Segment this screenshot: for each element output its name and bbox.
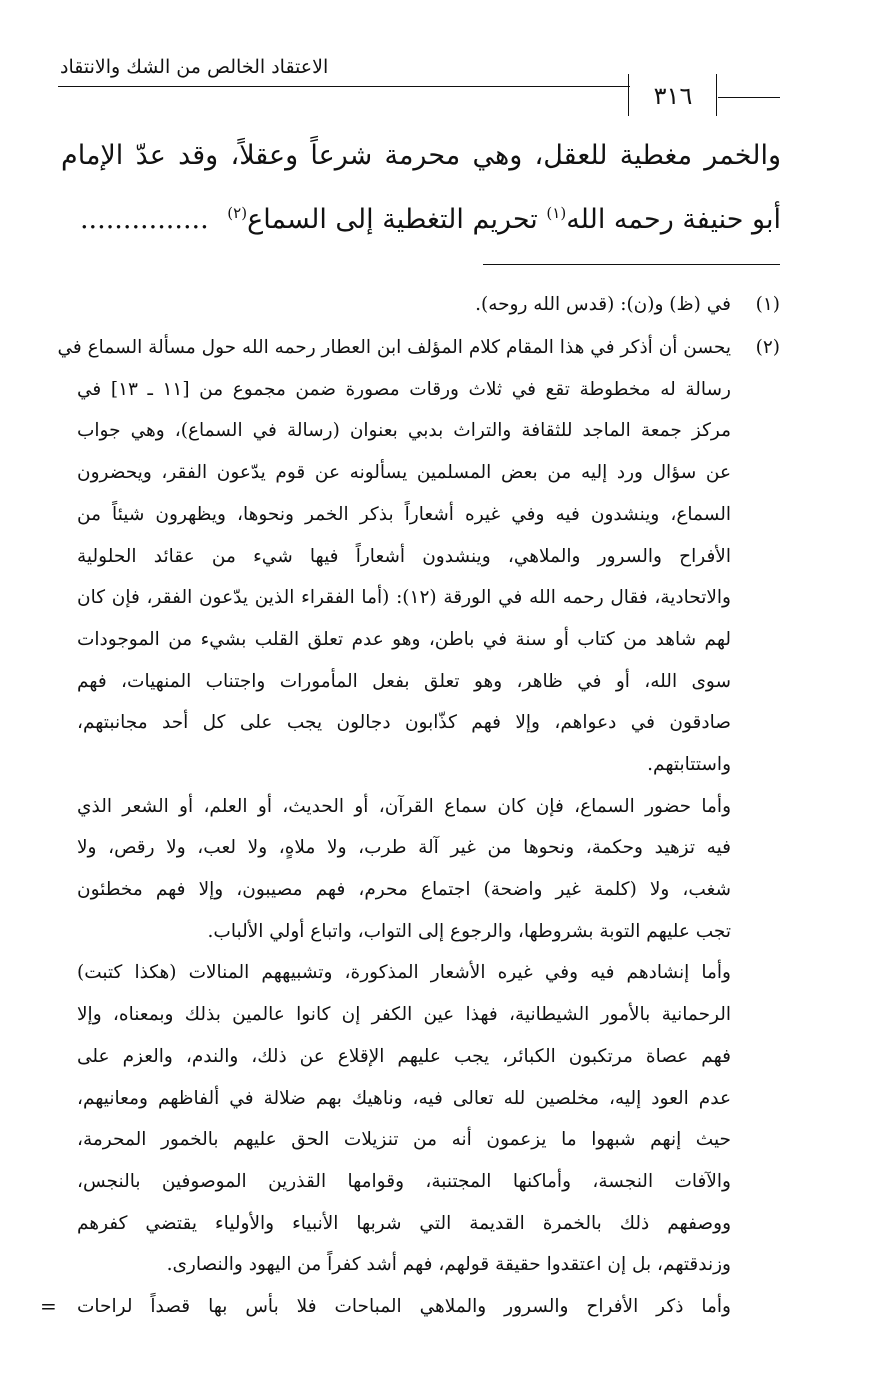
footnote-number-1: (١) bbox=[755, 294, 780, 315]
page-number: ٣١٦ bbox=[653, 82, 693, 110]
footnote-2-line: رسالة له مخطوطة تقع في ثلاث ورقات مصورة ضمن مجموع من [١١ ـ ١٣] في bbox=[77, 378, 731, 400]
footnote-2-line: السماع، وينشدون فيه وفي غيره أشعاراً بذكر الخمر ونحوها، ويظهرون شيئاً من bbox=[77, 503, 731, 525]
ellipsis-dots: ............... bbox=[79, 204, 209, 235]
footnote-2-line: وأما حضور السماع، فإن كان سماع القرآن، أو الحديث، أو العلم، أو الشعر الذي bbox=[77, 795, 731, 817]
footnote-1-text: في (ظ) و(ن): (قدس الله روحه). bbox=[475, 294, 731, 315]
footnote-2-line: وأما إنشادهم فيه وفي غيره الأشعار المذكورة، وتشبيههم المنالات (هكذا كتبت) bbox=[77, 962, 731, 984]
running-header-title: الاعتقاد الخالص من الشك والانتقاد bbox=[60, 56, 329, 78]
header-rule-right bbox=[718, 97, 780, 98]
footnote-2-line: عن سؤال ورد إليه من بعض المسلمين يسألونه عن قوم يدّعون الفقر، ويحضرون bbox=[77, 462, 731, 484]
footnote-2-line: لهم شاهد من كتاب أو سنة في باطن، وهو عدم تعلق القلب بشيء من الموجودات bbox=[77, 628, 731, 650]
footnote-2-line: فيه تزهيد وحكمة، ونحوها من غير آلة طرب، ولا ملاهٍ، ولا لعب، ولا رقص، ولا bbox=[77, 837, 731, 859]
footnote-2-line: والاتحادية، فقال رحمه الله في الورقة (١٢): (أما الفقراء الذين يدّعون الفقر، فإن كان bbox=[77, 587, 731, 609]
footnote-ref-1[interactable]: (١) bbox=[546, 204, 567, 222]
main-text-segment: أبو حنيفة رحمه الله bbox=[566, 204, 781, 235]
footnote-2-line: وأما ذكر الأفراح والسرور والملاهي المباحات فلا بأس بها قصداً لراحات bbox=[77, 1296, 731, 1317]
footnote-2-line: تجب عليهم التوبة بشروطها، والرجوع إلى التواب، واتباع أولي الألباب. bbox=[207, 920, 731, 942]
footnote-number-2: (٢) bbox=[755, 337, 780, 358]
footnote-2-line: الأفراح والسرور والملاهي، وينشدون أشعاراً فيها شيء من عقائد الحلولية bbox=[77, 545, 731, 567]
main-text-line-2 bbox=[61, 204, 781, 235]
footnote-separator bbox=[483, 264, 780, 265]
footnote-ref-2[interactable]: (٢) bbox=[227, 204, 248, 222]
footnote-2-line: سوى الله، أو في ظاهر، وهو تعلق بفعل المأمورات واجتناب المنهيات، فهم bbox=[77, 670, 731, 692]
footnote-2-line: شغب، ولا (كلمة غير واضحة) اجتماع محرم، فهم مصيبون، وإلا فهم مخطئون bbox=[77, 879, 731, 900]
footnote-2-line: الرحمانية بالأمور الشيطانية، فهذا عين الكفر إن كانوا عالمين بذلك وبمعناه، وإلا bbox=[77, 1004, 731, 1026]
footnote-2-line: ووصفهم ذلك بالخمرة القديمة التي شربها الأنبياء والأولياء يقتضي كفرهم bbox=[77, 1212, 731, 1234]
footnote-2-line: يحسن أن أذكر في هذا المقام كلام المؤلف ابن العطار رحمه الله حول مسألة السماع في bbox=[57, 337, 731, 358]
continuation-mark: = bbox=[40, 1294, 57, 1318]
footnote-2-line: وزندقتهم، بل إن اعتقدوا حقيقة قولهم، فهم أشد كفراً من اليهود والنصارى. bbox=[166, 1254, 731, 1276]
header-bar-left bbox=[628, 74, 629, 116]
main-text-segment: تحريم التغطية إلى السماع bbox=[247, 204, 538, 235]
footnote-2-line: مركز جمعة الماجد للثقافة والتراث بدبي بعنوان (رسالة في السماع)، وهي جواب bbox=[77, 420, 731, 442]
footnote-2-line: واستتابتهم. bbox=[647, 754, 731, 775]
footnote-2-line: عدم العود إليه، مخلصين لله تعالى فيه، وناهيك بهم ضلالة في ألفاظهم ومعانيهم، bbox=[77, 1087, 731, 1109]
header-rule-left bbox=[58, 86, 630, 87]
footnote-2-line: صادقون في دعواهم، وإلا فهم كذّابون دجالون يجب على كل أحد مجانبتهم، bbox=[77, 712, 731, 734]
footnote-2-line: والآفات النجسة، وأماكنها المجتنبة، وقوامها القذرين الموصوفين بالنجس، bbox=[77, 1170, 731, 1192]
footnote-2-line: فهم عصاة مرتكبون الكبائر، يجب عليهم الإقلاع عن ذلك، والندم، والعزم على bbox=[77, 1045, 731, 1067]
header-bar-right bbox=[716, 74, 717, 116]
footnote-2-line: حيث إنهم شبهوا ما يزعمون أنه من تنزيلات الحق عليهم بالخمور المحرمة، bbox=[77, 1129, 731, 1151]
main-text-line-1: والخمر مغطية للعقل، وهي محرمة شرعاً وعقلاً، وقد عدّ الإمام bbox=[61, 140, 781, 171]
